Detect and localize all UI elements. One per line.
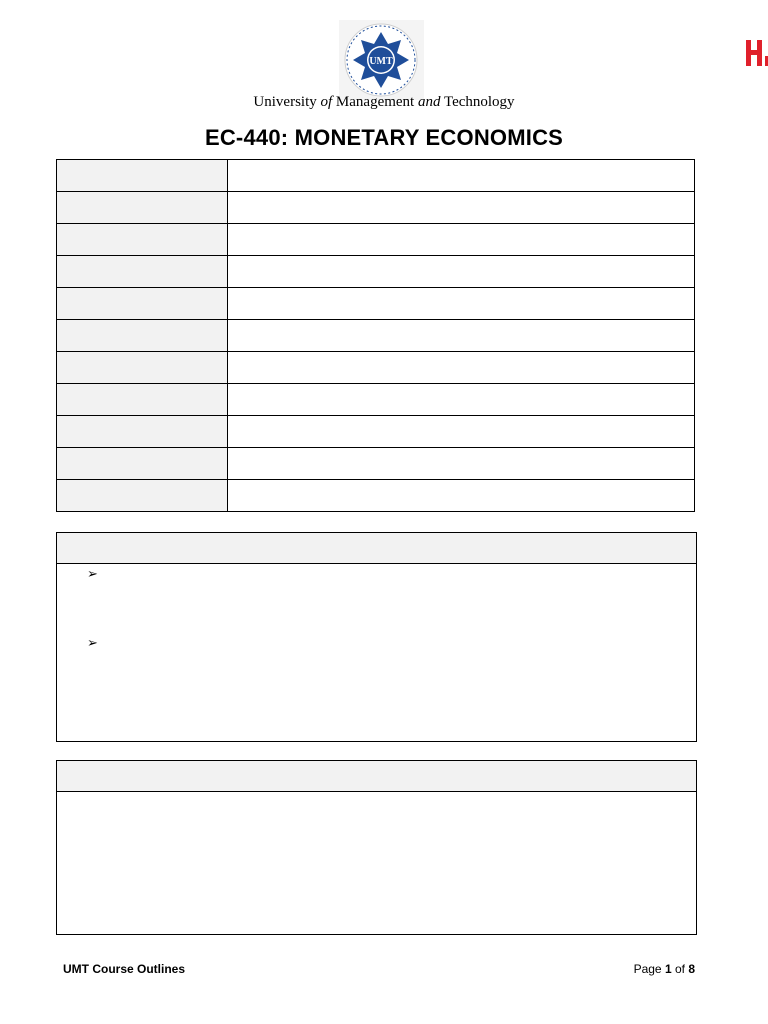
table-row: [57, 224, 695, 256]
table-value-cell: [228, 256, 695, 288]
table-value-cell: [228, 288, 695, 320]
page-number: Page 1 of 8: [633, 962, 695, 976]
table-row: [57, 416, 695, 448]
table-value-cell: [228, 224, 695, 256]
university-name: University of Management and Technology: [253, 94, 515, 110]
footer-label: UMT Course Outlines: [63, 962, 186, 976]
table-label-cell: [57, 160, 228, 192]
table-label-cell: [57, 192, 228, 224]
section-header-bar: [57, 533, 696, 564]
table-label-cell: [57, 224, 228, 256]
course-info-table: [56, 159, 695, 512]
table-row: [57, 480, 695, 512]
table-row: [57, 288, 695, 320]
table-value-cell: [228, 352, 695, 384]
table-value-cell: [228, 192, 695, 224]
bullet-arrow-icon: ➢: [87, 635, 98, 650]
course-title: EC-440: MONETARY ECONOMICS: [204, 125, 564, 150]
objectives-section: [56, 532, 697, 742]
table-label-cell: [57, 288, 228, 320]
bullet-arrow-icon: ➢: [87, 566, 98, 581]
table-value-cell: [228, 384, 695, 416]
brand-mark-icon: [746, 38, 768, 72]
section-header-bar: [57, 761, 696, 792]
table-label-cell: [57, 416, 228, 448]
university-logo: [339, 20, 424, 100]
table-row: [57, 352, 695, 384]
table-label-cell: [57, 480, 228, 512]
table-value-cell: [228, 160, 695, 192]
table-row: [57, 448, 695, 480]
table-row: [57, 320, 695, 352]
table-label-cell: [57, 352, 228, 384]
table-label-cell: [57, 448, 228, 480]
table-row: [57, 160, 695, 192]
table-value-cell: [228, 480, 695, 512]
table-row: [57, 256, 695, 288]
table-value-cell: [228, 320, 695, 352]
table-label-cell: [57, 256, 228, 288]
table-row: [57, 384, 695, 416]
description-section: [56, 760, 697, 935]
logo-text: UMT: [369, 56, 393, 67]
table-row: [57, 192, 695, 224]
table-label-cell: [57, 320, 228, 352]
table-label-cell: [57, 384, 228, 416]
table-value-cell: [228, 448, 695, 480]
table-value-cell: [228, 416, 695, 448]
